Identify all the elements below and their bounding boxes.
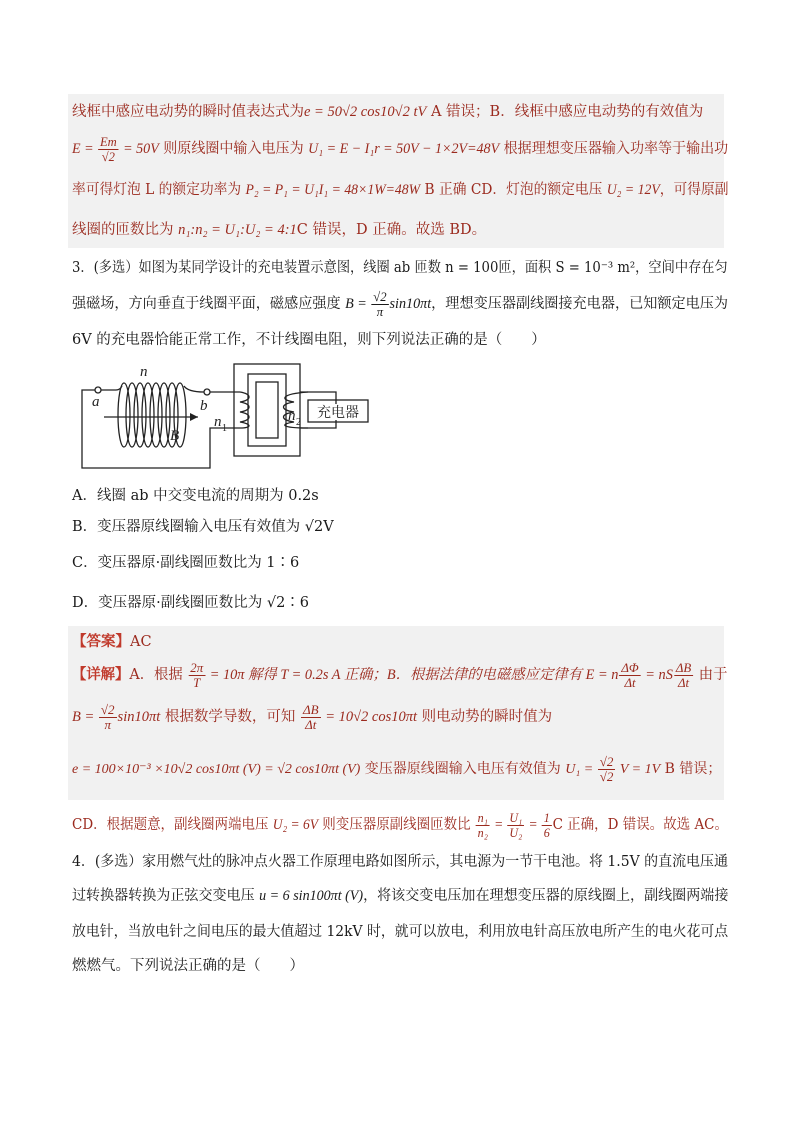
question-3-line-3: 6V 的充电器恰能正常工作，不计线圈电阻，则下列说法正确的是（ ）: [72, 332, 546, 348]
solution-line-3: 率可得灯泡 L 的额定功率为 P₂ = P₁ = U₁I₁ = 48×1W=48W B 正确 CD．灯泡的额定电压 U₂ = 12V，可得原副: [72, 182, 729, 198]
detail-line-4: CD．根据题意，副线圈两端电压 U₂ = 6V 则变压器原副线圈匝数比 $\frac{\text{n₁}}{\text{n₂}}$ = $\frac{\text{U₁}}{\text{U₂}}$ = $\frac{1}{6}$ C 正确，D 错误。故选 AC。: [72, 809, 728, 840]
question-3-line-1: 3．(多选）如图为某同学设计的充电装置示意图，线圈 ab 匝数 n = 100匝，面积 S = 10⁻³ m²，空间中存在匀: [72, 260, 728, 276]
fraction: $\frac{\text{n₁}}{\text{n₂}}$: [477, 809, 488, 840]
fraction: $\frac{Em}{√2}$: [99, 133, 117, 164]
option-a: A．线圈 ab 中交变电流的周期为 0.2s: [72, 488, 319, 504]
fraction: $\frac{√2}{\pi}$: [100, 701, 115, 732]
fraction: $\frac{1}{6}$: [543, 809, 550, 840]
solution-line-1: 线框中感应电动势的瞬时值表达式为e = 50√2 cos10√2 tV A 错误；B．线框中感应电动势的有效值为: [72, 104, 704, 120]
question-4-line-1: 4．(多选）家用燃气灶的脉冲点火器工作原理电路如图所示，其电源为一节干电池。将 1.5V 的直流电压通: [72, 854, 728, 870]
question-4-line-3: 放电针，当放电针之间电压的最大值超过 12kV 时，就可以放电，利用放电针高压放电所产生的电火花可点: [72, 924, 729, 940]
option-b: B．变压器原线圈输入电压有效值为 √2V: [72, 519, 334, 535]
detail-line-1: 【详解】A．根据 $\frac{2\pi}{T}$ = 10π 解得 T = 0.2s A 正确；B．根据法律的电磁感应定律有 E = n $\frac{\Delta\Phi}{\Delta t}$ = nS $\frac{\Delta B}{\Delta t}$ 由于: [72, 659, 728, 690]
option-c: C．变压器原·副线圈匝数比为 1∶6: [72, 555, 300, 571]
fraction: $\frac{√2}{√2}$: [599, 753, 614, 784]
charging-device-diagram: [76, 360, 376, 475]
detail-line-2: B = $\frac{√2}{\pi}$ sin10πt 根据数学导数，可知 $\frac{\Delta B}{\Delta t}$ = 10√2 cos10πt 则电动势的瞬时值为: [72, 701, 553, 732]
fraction: $\frac{\Delta\Phi}{\Delta t}$: [621, 659, 639, 690]
fraction: $\frac{\text{U₁}}{\text{U₂}}$: [509, 809, 523, 840]
label-n1: n: [214, 414, 222, 430]
label-n: n: [140, 364, 148, 380]
detail-line-3: e = 100×10⁻³ ×10√2 cos10πt (V) = √2 cos10πt (V) 变压器原线圈输入电压有效值为 U₁ = $\frac{√2}{√2}$ V = 1V B 错误；: [72, 753, 722, 784]
question-4-line-4: 燃燃气。下列说法正确的是（ ）: [72, 958, 304, 974]
solution-line-2: E = $\frac{Em}{√2}$ = 50V 则原线圈中输入电压为 U₁ = E − I₁r = 50V − 1×2V=48V 根据理想变压器输入功率等于输出功: [72, 133, 729, 164]
question-4-line-2: 过转换器转换为正弦交变电压 u = 6 sin100πt (V)，将该交变电压加在理想变压器的原线圈上，副线圈两端接: [72, 888, 729, 904]
option-d: D．变压器原·副线圈匝数比为 √2∶6: [72, 595, 310, 611]
label-n1-sub: 1: [222, 423, 227, 434]
fraction: $\frac{\Delta B}{\Delta t}$: [675, 659, 692, 690]
label-B: B: [170, 428, 180, 444]
label-n2: n: [288, 408, 296, 424]
label-charger: 充电器: [317, 405, 359, 421]
solution-line-4: 线圈的匝数比为 n₁:n₂ = U₁:U₂ = 4:1C 错误，D 正确。故选 BD。: [72, 222, 487, 238]
label-n2-sub: 2: [296, 417, 301, 428]
question-3-line-2: 强磁场，方向垂直于线圈平面，磁感应强度 B = $\frac{√2}{\pi}$ sin10πt，理想变压器副线圈接充电器，已知额定电压为: [72, 288, 729, 319]
fraction: $\frac{\Delta B}{\Delta t}$: [302, 701, 319, 732]
label-b: b: [200, 398, 208, 414]
label-a: a: [92, 394, 100, 410]
fraction: $\frac{√2}{\pi}$: [373, 288, 387, 319]
fraction: $\frac{2\pi}{T}$: [190, 659, 204, 690]
answer-line: 【答案】AC: [72, 633, 152, 650]
